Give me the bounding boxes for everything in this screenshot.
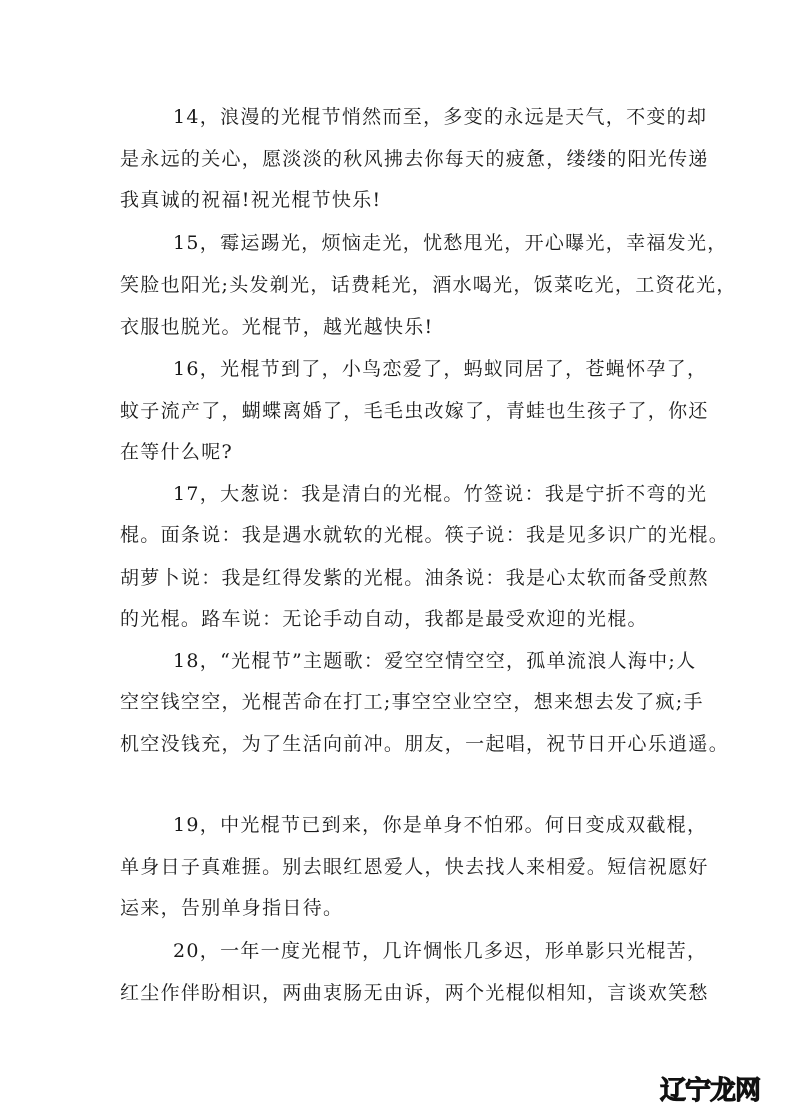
paragraph-14-line: 我真诚的祝福!祝光棍节快乐! — [120, 189, 382, 211]
paragraph-16-line: 蚊子流产了，蝴蝶离婚了，毛毛虫改嫁了，青蛙也生孩子了，你还 — [120, 400, 709, 422]
paragraph-18-line: 18，“光棍节”主题歌：爱空空情空空，孤单流浪人海中;人 — [173, 650, 697, 672]
paragraph-18-line: 空空钱空空，光棍苦命在打工;事空空业空空，想来想去发了疯;手 — [120, 691, 704, 713]
paragraph-17-line: 胡萝卜说：我是红得发紫的光棍。油条说：我是心太软而备受煎熬 — [120, 567, 709, 589]
paragraph-16-line: 在等什么呢? — [120, 441, 233, 463]
paragraph-15-line: 笑脸也阳光;头发剃光，话费耗光，酒水喝光，饭菜吃光，工资花光， — [120, 274, 737, 296]
paragraph-18-line: 机空没钱充，为了生活向前冲。朋友，一起唱，祝节日开心乐逍遥。 — [120, 733, 730, 755]
paragraph-16-line: 16，光棍节到了，小鸟恋爱了，蚂蚁同居了，苍蝇怀孕了， — [173, 358, 708, 380]
paragraph-19-line: 运来，告别单身指日待。 — [120, 897, 344, 919]
paragraph-17-line: 的光棍。路车说：无论手动自动，我都是最受欢迎的光棍。 — [120, 608, 648, 630]
watermark-part1: 辽宁 — [660, 1076, 711, 1106]
watermark-logo — [660, 1070, 760, 1107]
paragraph-15-line: 15，霉运踢光，烦恼走光，忧愁甩光，开心曝光，幸福发光， — [173, 232, 728, 254]
paragraph-17-line: 棍。面条说：我是遇水就软的光棍。筷子说：我是见多识广的光棍。 — [120, 524, 730, 546]
paragraph-20-line: 20，一年一度光棍节，几许惆怅几多迟，形单影只光棍苦， — [173, 940, 708, 962]
paragraph-19-line: 单身日子真难捱。别去眼红恩爱人，快去找人来相爱。短信祝愿好 — [120, 856, 709, 878]
paragraph-15-line: 衣服也脱光。光棍节，越光越快乐! — [120, 316, 434, 338]
watermark-part2: 龙网 — [710, 1076, 761, 1106]
paragraph-20-line: 红尘作伴盼相识，两曲衷肠无由诉，两个光棍似相知，言谈欢笑愁 — [120, 982, 709, 1004]
paragraph-19-line: 19，中光棍节已到来，你是单身不怕邪。何日变成双截棍， — [173, 814, 708, 836]
paragraph-14-line: 14，浪漫的光棍节悄然而至，多变的永远是天气，不变的却 — [173, 106, 708, 128]
paragraph-14-line: 是永远的关心，愿淡淡的秋风拂去你每天的疲惫，缕缕的阳光传递 — [120, 148, 709, 170]
paragraph-17-line: 17，大葱说：我是清白的光棍。竹签说：我是宁折不弯的光 — [173, 483, 708, 505]
